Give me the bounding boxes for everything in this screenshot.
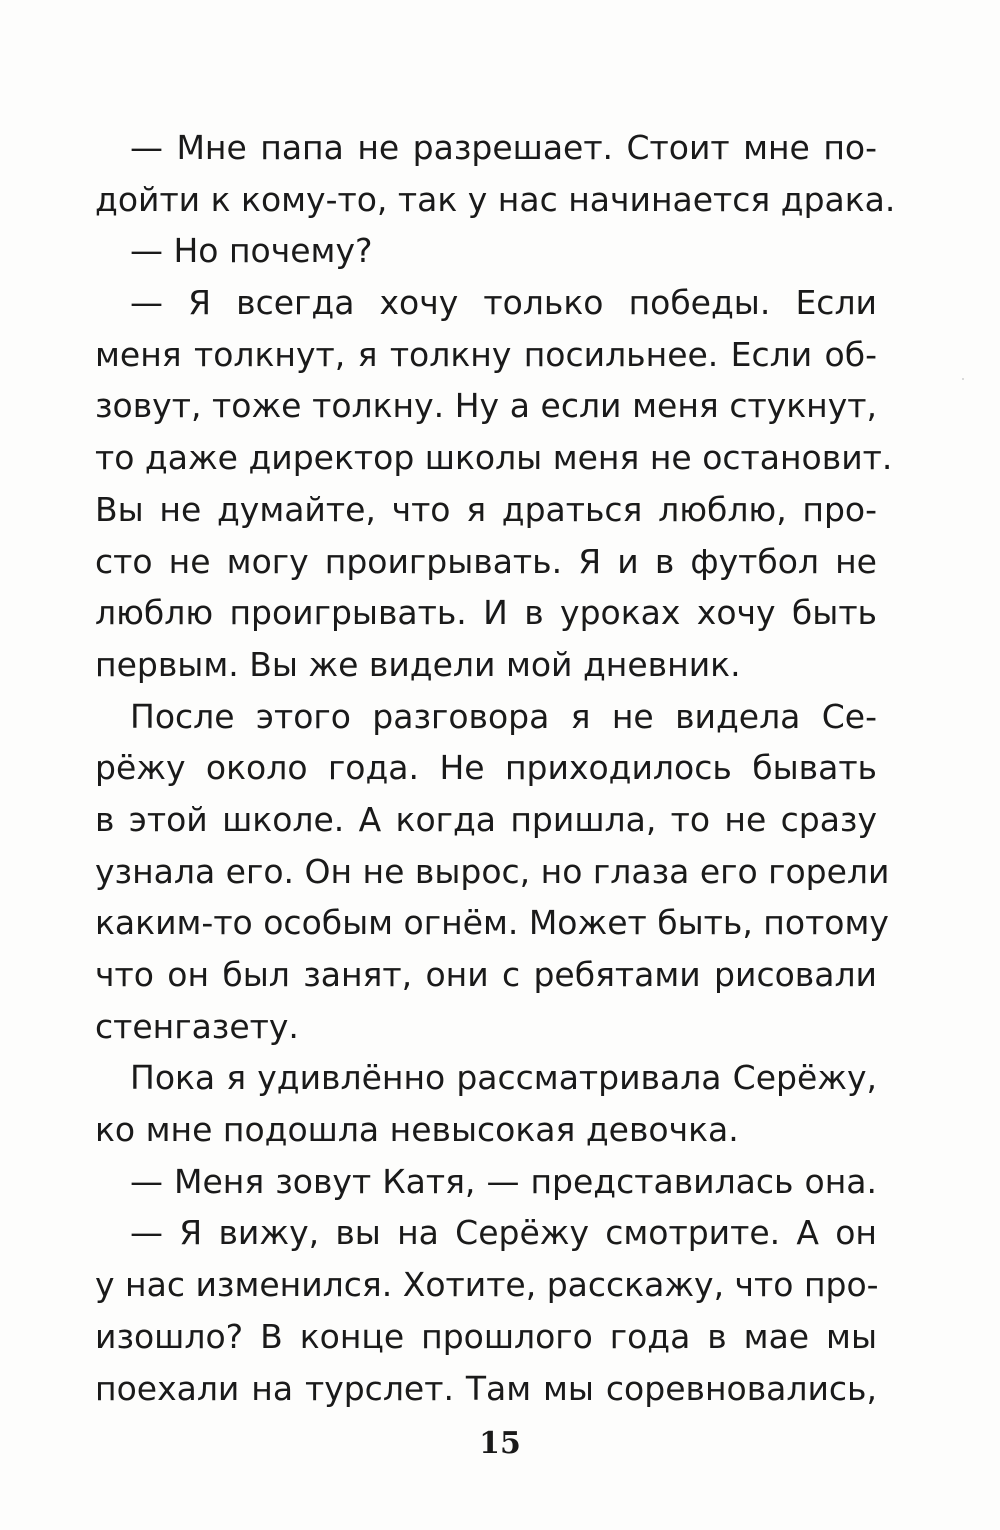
text-line: зовут, тоже толкну. Ну а если меня стукнут, [95,386,877,426]
text-line: то даже директор школы меня не остановит. [95,438,893,478]
text-line: Вы не думайте, что я драться люблю, про- [95,489,877,529]
text-line: что он был занят, они с ребятами рисовали [95,955,877,994]
text-line: люблю проигрывать. И в уроках хочу быть [95,593,877,633]
paper-speck [962,378,964,380]
text-line: сто не могу проигрывать. Я и в футбол не [95,541,877,581]
text-line: поехали на турслет. Там мы соревновались, [95,1368,877,1408]
text-line: первым. Вы же видели мой дневник. [95,644,741,684]
text-line: каким-то особым огнём. Может быть, потому [95,903,889,943]
text-line: рёжу около года. Не приходилось бывать [95,748,877,788]
text-line: стенгазету. [95,1006,299,1046]
text-line: — Я вижу, вы на Серёжу смотрите. А он [130,1213,877,1253]
text-line: Пока я удивлённо рассматривала Серёжу, [130,1058,877,1098]
text-line: в этой школе. А когда пришла, то не сразу [95,799,877,839]
text-line: дойти к кому-то, так у нас начинается драка. [95,179,896,219]
text-line: изошло? В конце прошлого года в мае мы [95,1316,877,1356]
text-line: узнала его. Он не вырос, но глаза его горели [95,851,890,891]
text-line: ко мне подошла невысокая девочка. [95,1110,739,1150]
text-line: — Но почему? [130,231,373,271]
text-line: у нас изменился. Хотите, расскажу, что про- [95,1265,879,1305]
body-text [95,122,896,1414]
page-number: 15 [479,1426,521,1461]
text-line: — Меня зовут Катя, — представилась она. [130,1161,877,1201]
text-line: меня толкнут, я толкну посильнее. Если об- [95,334,877,374]
text-line: — Я всегда хочу только победы. Если [130,283,877,323]
text-line: После этого разговора я не видела Се- [130,696,877,736]
text-line: — Мне папа не разрешает. Стоит мне по- [130,128,877,167]
